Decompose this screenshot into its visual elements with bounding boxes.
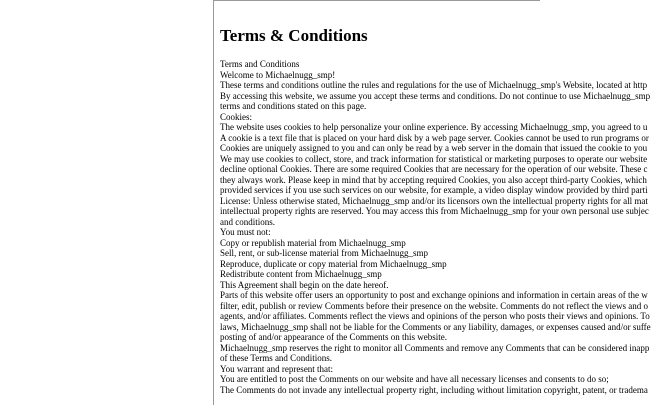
body-text-line: Michaelnugg_smp reserves the right to monitor all Comments and remove any Comments that can be considered inapp xyxy=(220,342,650,353)
page-title: Terms & Conditions xyxy=(220,26,368,45)
body-text-line: Copy or republish material from Michaelnugg_smp xyxy=(220,237,406,248)
body-text-line: posting of and/or appearance of the Comments on this website. xyxy=(220,332,447,342)
body-text-line: Redistribute content from Michaelnugg_smp xyxy=(220,269,382,279)
body-text-line: Welcome to Michaelnugg_smp! xyxy=(220,69,336,80)
body-text-line: agents, and/or affiliates. Comments reflect the views and opinions of the person who posts their views and opinions. To xyxy=(220,311,650,321)
body-text-line: Reproduce, duplicate or copy material from Michaelnugg_smp xyxy=(220,258,447,269)
body-text-line: of these Terms and Conditions. xyxy=(220,353,332,363)
body-text-line: You must not: xyxy=(220,227,271,237)
body-text-line: License: Unless otherwise stated, Michaelnugg_smp and/or its licensors own the intellectual property rights for all mat xyxy=(220,195,648,206)
body-text-line: Cookies: xyxy=(220,111,253,122)
body-text-line: Sell, rent, or sub-license material from Michaelnugg_smp xyxy=(220,248,428,258)
body-text-line: provided services if you use such services on our website, for example, a video display window provided by third parti xyxy=(220,185,648,195)
body-text-line: The Comments do not invade any intellectual property right, including without limitation copyright, patent, or tradema xyxy=(220,384,648,395)
body-text-line: Cookies are uniquely assigned to you and can only be read by a web server in the domain that issued the cookie to you xyxy=(220,143,648,153)
body-text-line: terms and conditions stated on this page. xyxy=(220,101,367,111)
blank-margin xyxy=(0,0,213,405)
body-text-line: Parts of this website offer users an opportunity to post and exchange opinions and information in certain areas of the w xyxy=(220,290,648,300)
body-text-line: This Agreement shall begin on the date hereof. xyxy=(220,279,389,290)
body-text-line: We may use cookies to collect, store, and track information for statistical or marketing purposes to operate our website xyxy=(220,153,648,164)
body-text-line: These terms and conditions outline the rules and regulations for the use of Michaelnugg_smp's Website, located at http xyxy=(220,80,648,90)
body-text-line: A cookie is a text file that is placed on your hard disk by a web page server. Cookies cannot be used to run programs or xyxy=(220,132,649,143)
body-text-line: and conditions. xyxy=(220,216,275,227)
document-frame xyxy=(213,0,651,405)
body-text-line: By accessing this website, we assume you accept these terms and conditions. Do not continue to use Michaelnugg_smp xyxy=(220,90,651,101)
body-text-line: You are entitled to post the Comments on our website and have all necessary licenses and consents to do so; xyxy=(220,374,609,384)
body-text-line: Terms and Conditions xyxy=(220,59,300,69)
body-text-line: decline optional Cookies. There are some required Cookies that are necessary for the operation of our website. These c xyxy=(220,164,648,174)
body-text-line: The website uses cookies to help personalize your online experience. By accessing Michaelnugg_smp, you agreed to u xyxy=(220,122,648,132)
body-text-line: they always work. Please keep in mind that by accepting required Cookies, you also accept third-party Cookies, which xyxy=(220,174,647,185)
body-text-line: intellectual property rights are reserved. You may access this from Michaelnugg_smp for your own personal use subjec xyxy=(220,206,649,216)
body-text-line: laws, Michaelnugg_smp shall not be liable for the Comments or any liability, damages, or expenses caused and/or suffe xyxy=(220,321,651,332)
document-body xyxy=(220,59,651,395)
body-text-line: filter, edit, publish or review Comments before their presence on the website. Comments do not reflect the views and o xyxy=(220,300,649,311)
body-text-line: You warrant and represent that: xyxy=(220,363,334,374)
